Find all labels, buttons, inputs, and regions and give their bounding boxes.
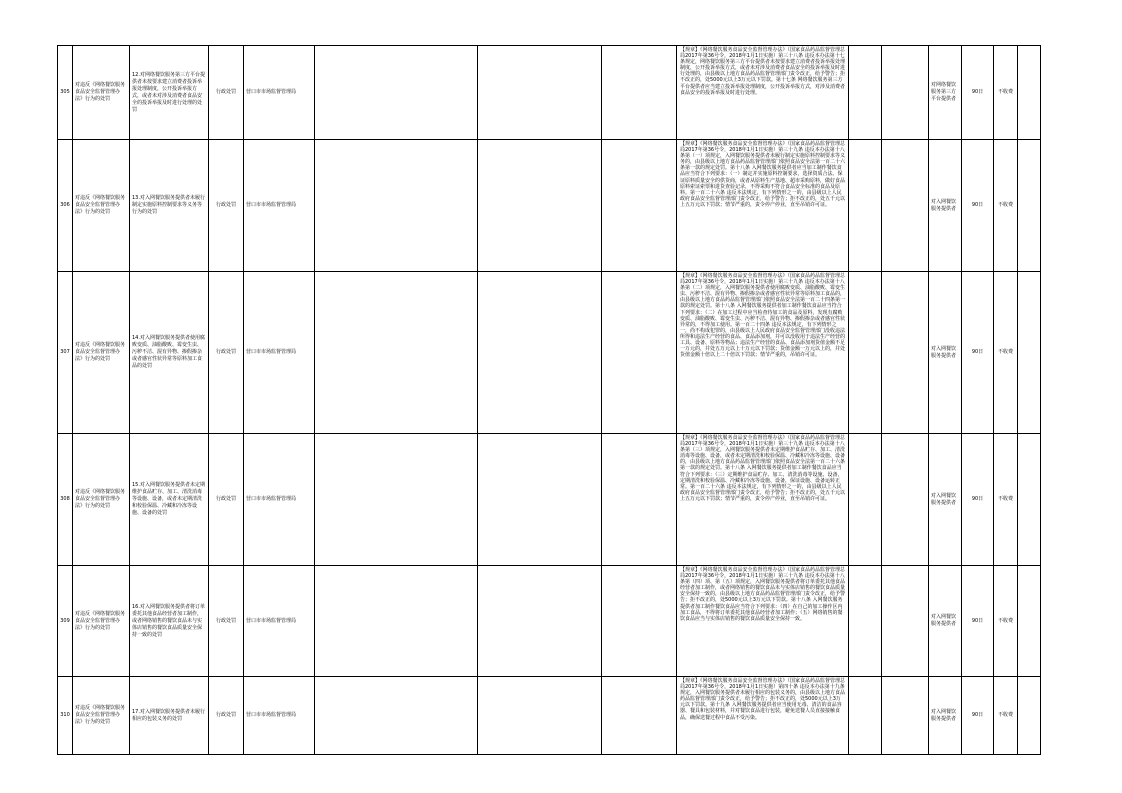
empty-cell	[315, 677, 478, 755]
fee-cell: 不收费	[994, 140, 1018, 272]
time-limit-cell: 90日	[962, 46, 994, 140]
time-limit-cell: 90日	[962, 272, 994, 434]
fee-cell: 不收费	[994, 434, 1018, 566]
item-name-cell: 对违反《网络餐饮服务食品安全监督管理办法》行为的处罚	[73, 566, 130, 677]
target-object-cell: 对入网餐饮服务提供者	[929, 566, 962, 677]
power-type-cell: 行政处罚	[209, 677, 244, 755]
fee-cell: 不收费	[994, 46, 1018, 140]
target-object-cell: 对入网餐饮服务提供者	[929, 434, 962, 566]
item-name-cell: 对违反《网络餐饮服务食品安全监督管理办法》行为的处罚	[73, 434, 130, 566]
empty-cell	[1018, 434, 1041, 566]
time-limit-cell: 90日	[962, 677, 994, 755]
empty-cell	[478, 566, 602, 677]
target-object-cell: 对入网餐饮服务提供者	[929, 272, 962, 434]
empty-cell	[1018, 677, 1041, 755]
empty-cell	[882, 272, 929, 434]
empty-cell	[849, 140, 882, 272]
department-cell: 营口市市场监督管理局	[244, 677, 315, 755]
empty-cell	[1018, 566, 1041, 677]
power-type-cell: 行政处罚	[209, 272, 244, 434]
item-name-cell: 对违反《网络餐饮服务食品安全监督管理办法》行为的处罚	[73, 677, 130, 755]
empty-cell	[849, 677, 882, 755]
legal-basis-cell: 【规章】《网络餐饮服务食品安全监督管理办法》（国家食品药品监督管理总局2017年第36号令，2018年1月1日实施）第三十九条 违反本办法第十八条第（一）项规定，入网餐饮服务提供者未履行制定实施原料控制要求等义务的，由县级以上地方食品药品监督管理部门依照食品安全法第一百二十六条第一款的规定处罚。第十八条 入网餐饮服务提供者应当加工制作餐饮食品应当符合下列要求：（一）制定并实施原料控制要求，选择资质合法、保证原料质量安全的供货商，或者从原料生产基地、超市采购原料，做好食品原料索证索票和进货查验记录，不得采购不符合食品安全标准的食品及原料。第一百二十六条 违反本法规定，有下列情形之一的，由县级以上人民政府食品安全监督管理部门责令改正，给予警告；拒不改正的，处五千元以上五万元以下罚款；情节严重的，责令停产停业，直至吊销许可证。	[677, 140, 849, 272]
table-row	[58, 140, 1041, 272]
enforcement-table	[57, 45, 1041, 755]
fee-cell: 不收费	[994, 566, 1018, 677]
empty-cell	[882, 140, 929, 272]
empty-cell	[315, 46, 478, 140]
empty-cell	[1018, 46, 1041, 140]
table-row	[58, 272, 1041, 434]
empty-cell	[882, 46, 929, 140]
empty-cell	[315, 272, 478, 434]
item-name-cell: 对违反《网络餐饮服务食品安全监督管理办法》行为的处罚	[73, 272, 130, 434]
empty-cell	[315, 434, 478, 566]
empty-cell	[602, 272, 677, 434]
sub-item-cell: 12.对网络餐饮服务第三方平台提供者未按要求建立消费者投诉举报处理制度，公开投诉举报方式，或者未对涉及消费者食品安全的投诉举报及时进行处理的处罚	[130, 46, 209, 140]
target-object-cell: 对入网餐饮服务提供者	[929, 140, 962, 272]
row-number-cell: 310	[58, 677, 73, 755]
empty-cell	[882, 566, 929, 677]
empty-cell	[478, 677, 602, 755]
empty-cell	[849, 566, 882, 677]
empty-cell	[315, 140, 478, 272]
table-row	[58, 434, 1041, 566]
table-row	[58, 677, 1041, 755]
power-type-cell: 行政处罚	[209, 566, 244, 677]
legal-basis-cell: 【规章】《网络餐饮服务食品安全监督管理办法》（国家食品药品监督管理总局2017年第36号令，2018年1月1日实施）第四十条 违反本办法第十九条规定，入网餐饮服务提供者未履行相应的包装义务的，由县级以上地方食品药品监督管理部门责令改正，给予警告；拒不改正的，处5000元以上3万元以下罚款。第十九条 入网餐饮服务提供者应当使用无毒、清洁的食品容器、餐具和包装材料，并对餐饮食品进行包装，避免送餐人员直接接触食品，确保送餐过程中食品不受污染。	[677, 677, 849, 755]
table-row	[58, 566, 1041, 677]
time-limit-cell: 90日	[962, 140, 994, 272]
department-cell: 营口市市场监督管理局	[244, 140, 315, 272]
sub-item-cell: 13.对入网餐饮服务提供者未履行制定实施原料控制要求等义务等行为的处罚	[130, 140, 209, 272]
empty-cell	[315, 566, 478, 677]
row-number-cell: 309	[58, 566, 73, 677]
power-type-cell: 行政处罚	[209, 46, 244, 140]
empty-cell	[1018, 140, 1041, 272]
empty-cell	[478, 46, 602, 140]
empty-cell	[602, 46, 677, 140]
empty-cell	[602, 677, 677, 755]
time-limit-cell: 90日	[962, 566, 994, 677]
department-cell: 营口市市场监督管理局	[244, 272, 315, 434]
legal-basis-cell: 【规章】《网络餐饮服务食品安全监督管理办法》（国家食品药品监督管理总局2017年第36号令，2018年1月1日实施）第三十九条 违反本办法第十八条第（二）项规定，入网餐饮服务提供者使用腐败变质、油脂酸败、霉变生虫、污秽不洁、混有异物、掺假掺杂或者感官性状异常等原料加工食品的，由县级以上地方食品药品监督管理部门依照食品安全法第一百二十四条第一款的规定处罚。第十八条 入网餐饮服务提供者加工制作餐饮食品应当符合下列要求：（二）在加工过程中应当检查待加工的食品及原料，发现有腐败变质、油脂酸败、霉变生虫、污秽不洁、混有异物、掺假掺杂或者感官性状异常的，不得加工使用。第一百二十四条 违反本法规定，有下列情形之一，尚不构成犯罪的，由县级以上人民政府食品安全监督管理部门没收违法所得和违法生产经营的食品、食品添加剂，并可以没收用于违法生产经营的工具、设备、原料等物品；违法生产经营的食品、食品添加剂货值金额不足一万元的，并处五万元以上十万元以下罚款；货值金额一万元以上的，并处货值金额十倍以上二十倍以下罚款；情节严重的，吊销许可证。	[677, 272, 849, 434]
row-number-cell: 308	[58, 434, 73, 566]
fee-cell: 不收费	[994, 677, 1018, 755]
target-object-cell: 对入网餐饮服务提供者	[929, 677, 962, 755]
row-number-cell: 307	[58, 272, 73, 434]
time-limit-cell: 90日	[962, 434, 994, 566]
department-cell: 营口市市场监督管理局	[244, 46, 315, 140]
legal-basis-cell: 【规章】《网络餐饮服务食品安全监督管理办法》（国家食品药品监督管理总局2017年第36号令，2018年1月1日实施）第三十九条 违反本办法第十八条第（四）项、第（五）项规定，入网餐饮服务提供者将订单委托其他食品经营者加工制作，或者网络销售的餐饮食品未与实体店销售的餐饮食品质量安全保持一致的，由县级以上地方食品药品监督管理部门责令改正，给予警告；拒不改正的，处5000元以上3万元以下罚款。第十八条 入网餐饮服务提供者加工制作餐饮食品应当符合下列要求：（四）在自己的加工操作区内加工食品，不得将订单委托其他食品经营者加工制作；（五）网络销售的餐饮食品应当与实体店销售的餐饮食品质量安全保持一致。	[677, 566, 849, 677]
empty-cell	[602, 434, 677, 566]
sub-item-cell: 15.对入网餐饮服务提供者未定期维护食品贮存、加工、清洗消毒等设施、设备，或者未定期清洗和校验保温、冷藏和冷冻等设施、设备的处罚	[130, 434, 209, 566]
sub-item-cell: 16.对入网餐饮服务提供者将订单委托其他食品经营者加工制作，或者网络销售的餐饮食品未与实体店销售的餐饮食品质量安全保持一致的处罚	[130, 566, 209, 677]
sub-item-cell: 14.对入网餐饮服务提供者使用腐败变质、油脂酸败、霉变生虫、污秽不洁、混有异物、掺假掺杂或者感官性状异常等原料加工食品的处罚	[130, 272, 209, 434]
item-name-cell: 对违反《网络餐饮服务食品安全监督管理办法》行为的处罚	[73, 46, 130, 140]
empty-cell	[882, 677, 929, 755]
row-number-cell: 306	[58, 140, 73, 272]
empty-cell	[882, 434, 929, 566]
table-row	[58, 46, 1041, 140]
empty-cell	[602, 140, 677, 272]
empty-cell	[849, 434, 882, 566]
empty-cell	[849, 46, 882, 140]
power-type-cell: 行政处罚	[209, 434, 244, 566]
empty-cell	[849, 272, 882, 434]
department-cell: 营口市市场监督管理局	[244, 566, 315, 677]
fee-cell: 不收费	[994, 272, 1018, 434]
row-number-cell: 305	[58, 46, 73, 140]
empty-cell	[478, 140, 602, 272]
target-object-cell: 对网络餐饮服务第三方平台提供者	[929, 46, 962, 140]
legal-basis-cell: 【规章】《网络餐饮服务食品安全监督管理办法》（国家食品药品监督管理总局2017年第36号令，2018年1月1日实施）第三十九条 违反本办法第十八条第（三）项规定，入网餐饮服务提供者未定期维护食品贮存、加工、清洗消毒等设施、设备，或者未定期清洗和校验保温、冷藏和冷冻等设施、设备的，由县级以上地方食品药品监督管理部门依照食品安全法第一百二十六条第一款的规定处罚。第十八条 入网餐饮服务提供者加工制作餐饮食品应当符合下列要求：（三）定期维护食品贮存、加工、清洗消毒等设施、设备，定期清洗和校验保温、冷藏和冷冻等设施、设备，保证设施、设备运转正常。第一百二十六条 违反本法规定，有下列情形之一的，由县级以上人民政府食品安全监督管理部门责令改正，给予警告；拒不改正的，处五千元以上五万元以下罚款；情节严重的，责令停产停业，直至吊销许可证。	[677, 434, 849, 566]
empty-cell	[478, 434, 602, 566]
department-cell: 营口市市场监督管理局	[244, 434, 315, 566]
legal-basis-cell: 【规章】《网络餐饮服务食品安全监督管理办法》（国家食品药品监督管理总局2017年第36号令，2018年1月1日实施）第三十八条 违反本办法第十七条规定，网络餐饮服务第三方平台提供者未按要求建立消费者投诉举报处理制度，公开投诉举报方式，或者未对涉及消费者食品安全的投诉举报及时进行处理的，由县级以上地方食品药品监督管理部门责令改正，给予警告；拒不改正的，处5000元以上3万元以下罚款。第十七条 网络餐饮服务第三方平台提供者应当建立投诉举报处理制度，公开投诉举报方式，对涉及消费者食品安全的投诉举报及时进行处理。	[677, 46, 849, 140]
power-type-cell: 行政处罚	[209, 140, 244, 272]
item-name-cell: 对违反《网络餐饮服务食品安全监督管理办法》行为的处罚	[73, 140, 130, 272]
empty-cell	[1018, 272, 1041, 434]
sub-item-cell: 17.对入网餐饮服务提供者未履行相应的包装义务的处罚	[130, 677, 209, 755]
empty-cell	[602, 566, 677, 677]
empty-cell	[478, 272, 602, 434]
